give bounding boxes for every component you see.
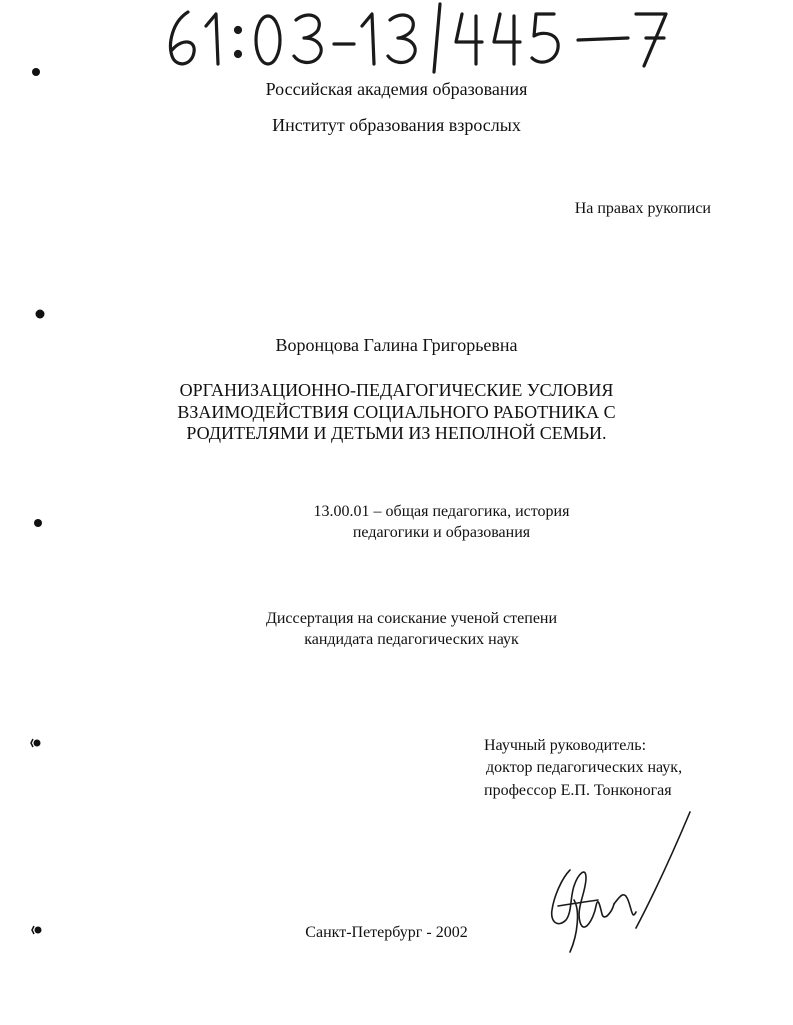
institution-academy: Российская академия образования [265, 79, 528, 99]
title-line: ВЗАИМОДЕЙСТВИЯ СОЦИАЛЬНОГО РАБОТНИКА С [177, 401, 616, 422]
supervisor-line: доктор педагогических наук, [486, 759, 683, 777]
institution-institute: Институт образования взрослых [272, 115, 521, 135]
punch-mark-icon [30, 66, 42, 78]
title-line: ОРГАНИЗАЦИОННО-ПЕДАГОГИЧЕСКИЕ УСЛОВИЯ [179, 380, 614, 400]
degree-line: кандидата педагогических наук [304, 631, 519, 649]
dissertation-title [0, 380, 793, 445]
specialty-line: 13.00.01 – общая педагогика, история [313, 503, 570, 520]
punch-mark-icon [32, 517, 44, 529]
punch-mark-icon [34, 308, 46, 320]
supervisor-line: профессор Е.П. Тонконогая [484, 781, 672, 799]
author-name: Воронцова Галина Григорьевна [275, 335, 518, 355]
degree-statement [15, 608, 793, 651]
supervisor-line: Научный руководитель: [484, 737, 647, 754]
handwritten-archive-code [158, 0, 678, 80]
degree-line: Диссертация на соискание ученой степени [265, 610, 558, 627]
scientific-supervisor [484, 735, 682, 802]
title-line: РОДИТЕЛЯМИ И ДЕТЬМИ ИЗ НЕПОЛНОЙ СЕМЬИ. [186, 423, 607, 444]
punch-mark-icon [31, 924, 43, 936]
specialty-line: педагогики и образования [352, 524, 531, 542]
city-and-year: Санкт-Петербург - 2002 [305, 924, 468, 941]
manuscript-rights-note: На правах рукописи [574, 200, 711, 217]
specialty-code [45, 501, 793, 544]
punch-mark-icon [30, 737, 42, 749]
